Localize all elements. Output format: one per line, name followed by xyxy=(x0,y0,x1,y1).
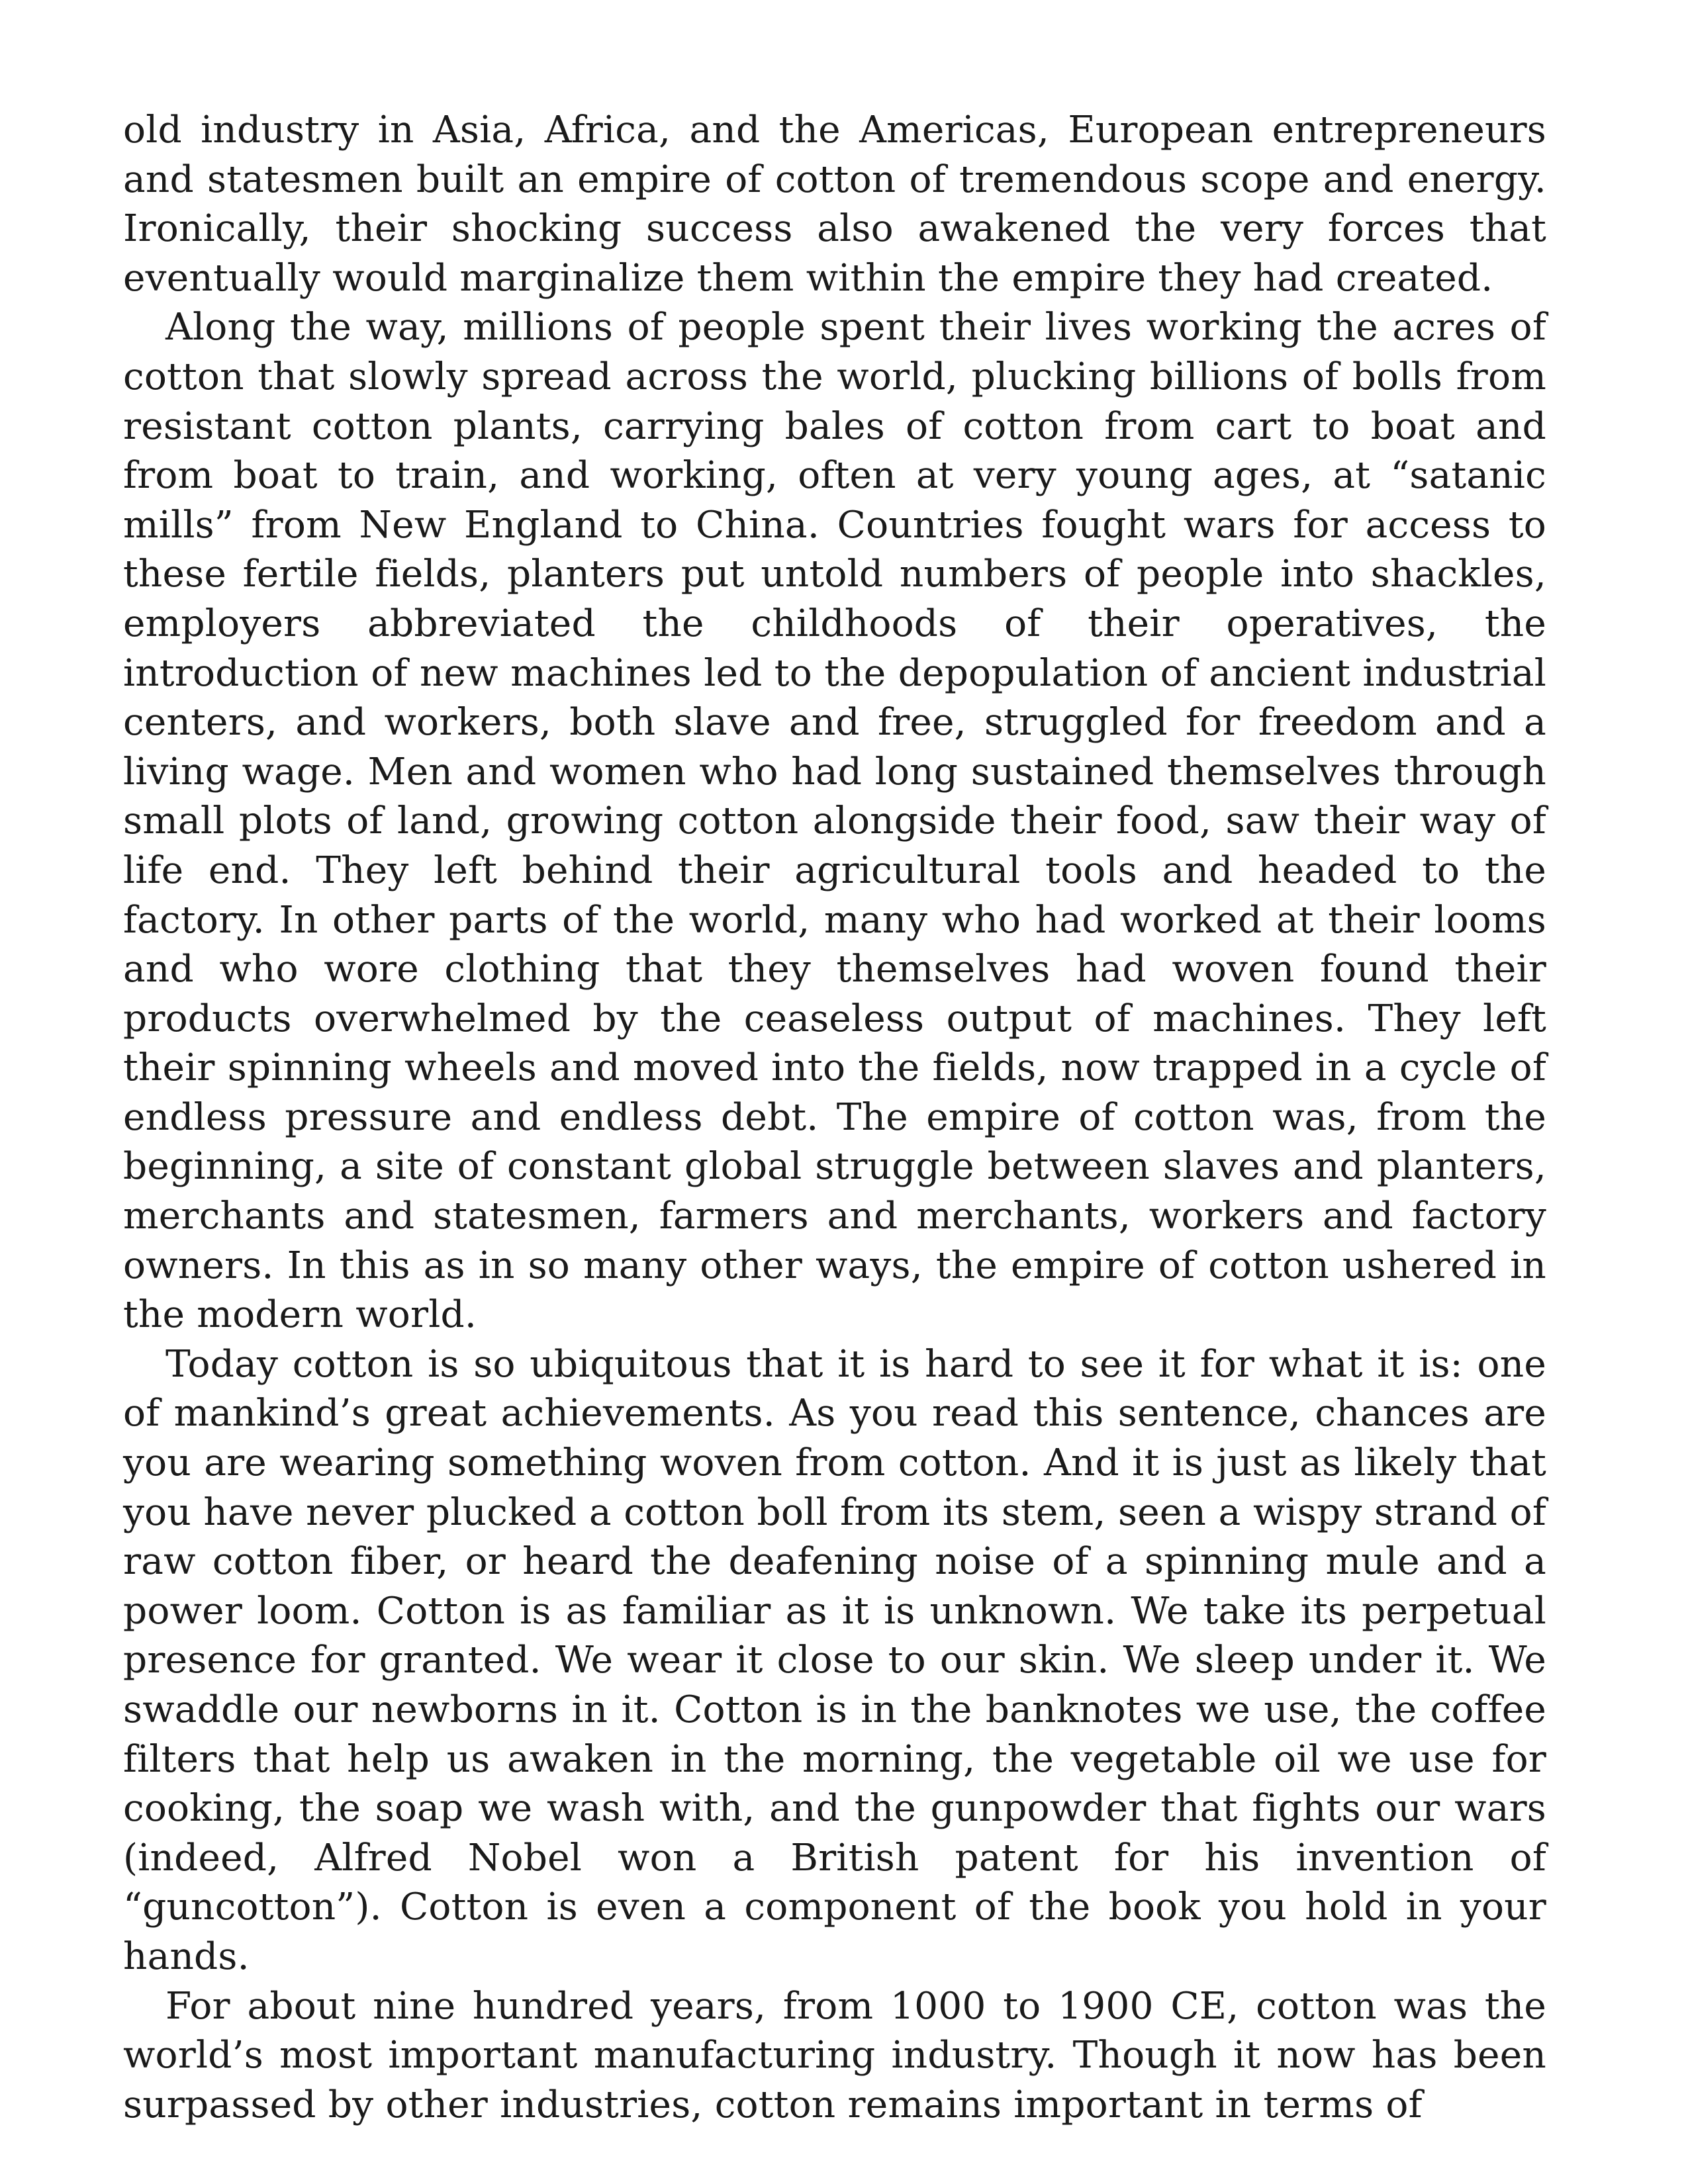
document-page xyxy=(123,106,1546,2130)
paragraph-today-cotton: Today cotton is so ubiquitous that it is hard to see it for what it is: one of mankind’s great achievements. As you read this sentence, chances are you are wearing something woven from cotton. And it is just as likely that you have never plucked a cotton boll from its stem, seen a wispy strand of raw cotton fiber, or heard the deafening noise of a spinning mule and a power loom. Cotton is as familiar as it is unknown. We take its perpetual presence for granted. We wear it close to our skin. We sleep under it. We swaddle our newborns in it. Cotton is in the banknotes we use, the coffee filters that help us awaken in the morning, the vegetable oil we use for cooking, the soap we wash with, and the gunpowder that fights our wars (indeed, Alfred Nobel won a British patent for his invention of “guncotton”). Cotton is even a component of the book you hold in your hands. xyxy=(123,1342,1546,1978)
paragraph-along-the-way: Along the way, millions of people spent their lives working the acres of cotton that slowly spread across the world, plucking billions of bolls from resistant cotton plants, carrying bales of cotton from cart to boat and from boat to train, and working, often at very young ages, at “satanic mills” from New England to China. Countries fought wars for access to these fertile fields, planters put untold numbers of people into shackles, employers abbreviated the childhoods of their operatives, the introduction of new machines led to the depopulation of ancient industrial centers, and workers, both slave and free, struggled for freedom and a living wage. Men and women who had long sustained themselves through small plots of land, growing cotton alongside their food, saw their way of life end. They left behind their agricultural tools and headed to the factory. In other parts of the world, many who had worked at their looms and who wore clothing that they themselves had woven found their products overwhelmed by the ceaseless output of machines. They left their spinning wheels and moved into the fields, now trapped in a cycle of endless pressure and endless debt. The empire of cotton was, from the beginning, a site of constant global struggle between slaves and planters, merchants and statesmen, farmers and merchants, workers and factory owners. In this as in so many other ways, the empire of cotton ushered in the modern world. xyxy=(123,306,1546,1337)
paragraph-continuation: old industry in Asia, Africa, and the Americas, European entrepreneurs and statesmen built an empire of cotton of tremendous scope and energy. Ironically, their shocking success also awakened the very forces that eventually would marginalize them within the empire they had created. xyxy=(123,109,1546,300)
paragraph-nine-hundred-years: For about nine hundred years, from 1000 to 1900 CE, cotton was the world’s most important manufacturing industry. Though it now has been surpassed by other industries, cotton remains important in terms of xyxy=(123,1984,1546,2126)
